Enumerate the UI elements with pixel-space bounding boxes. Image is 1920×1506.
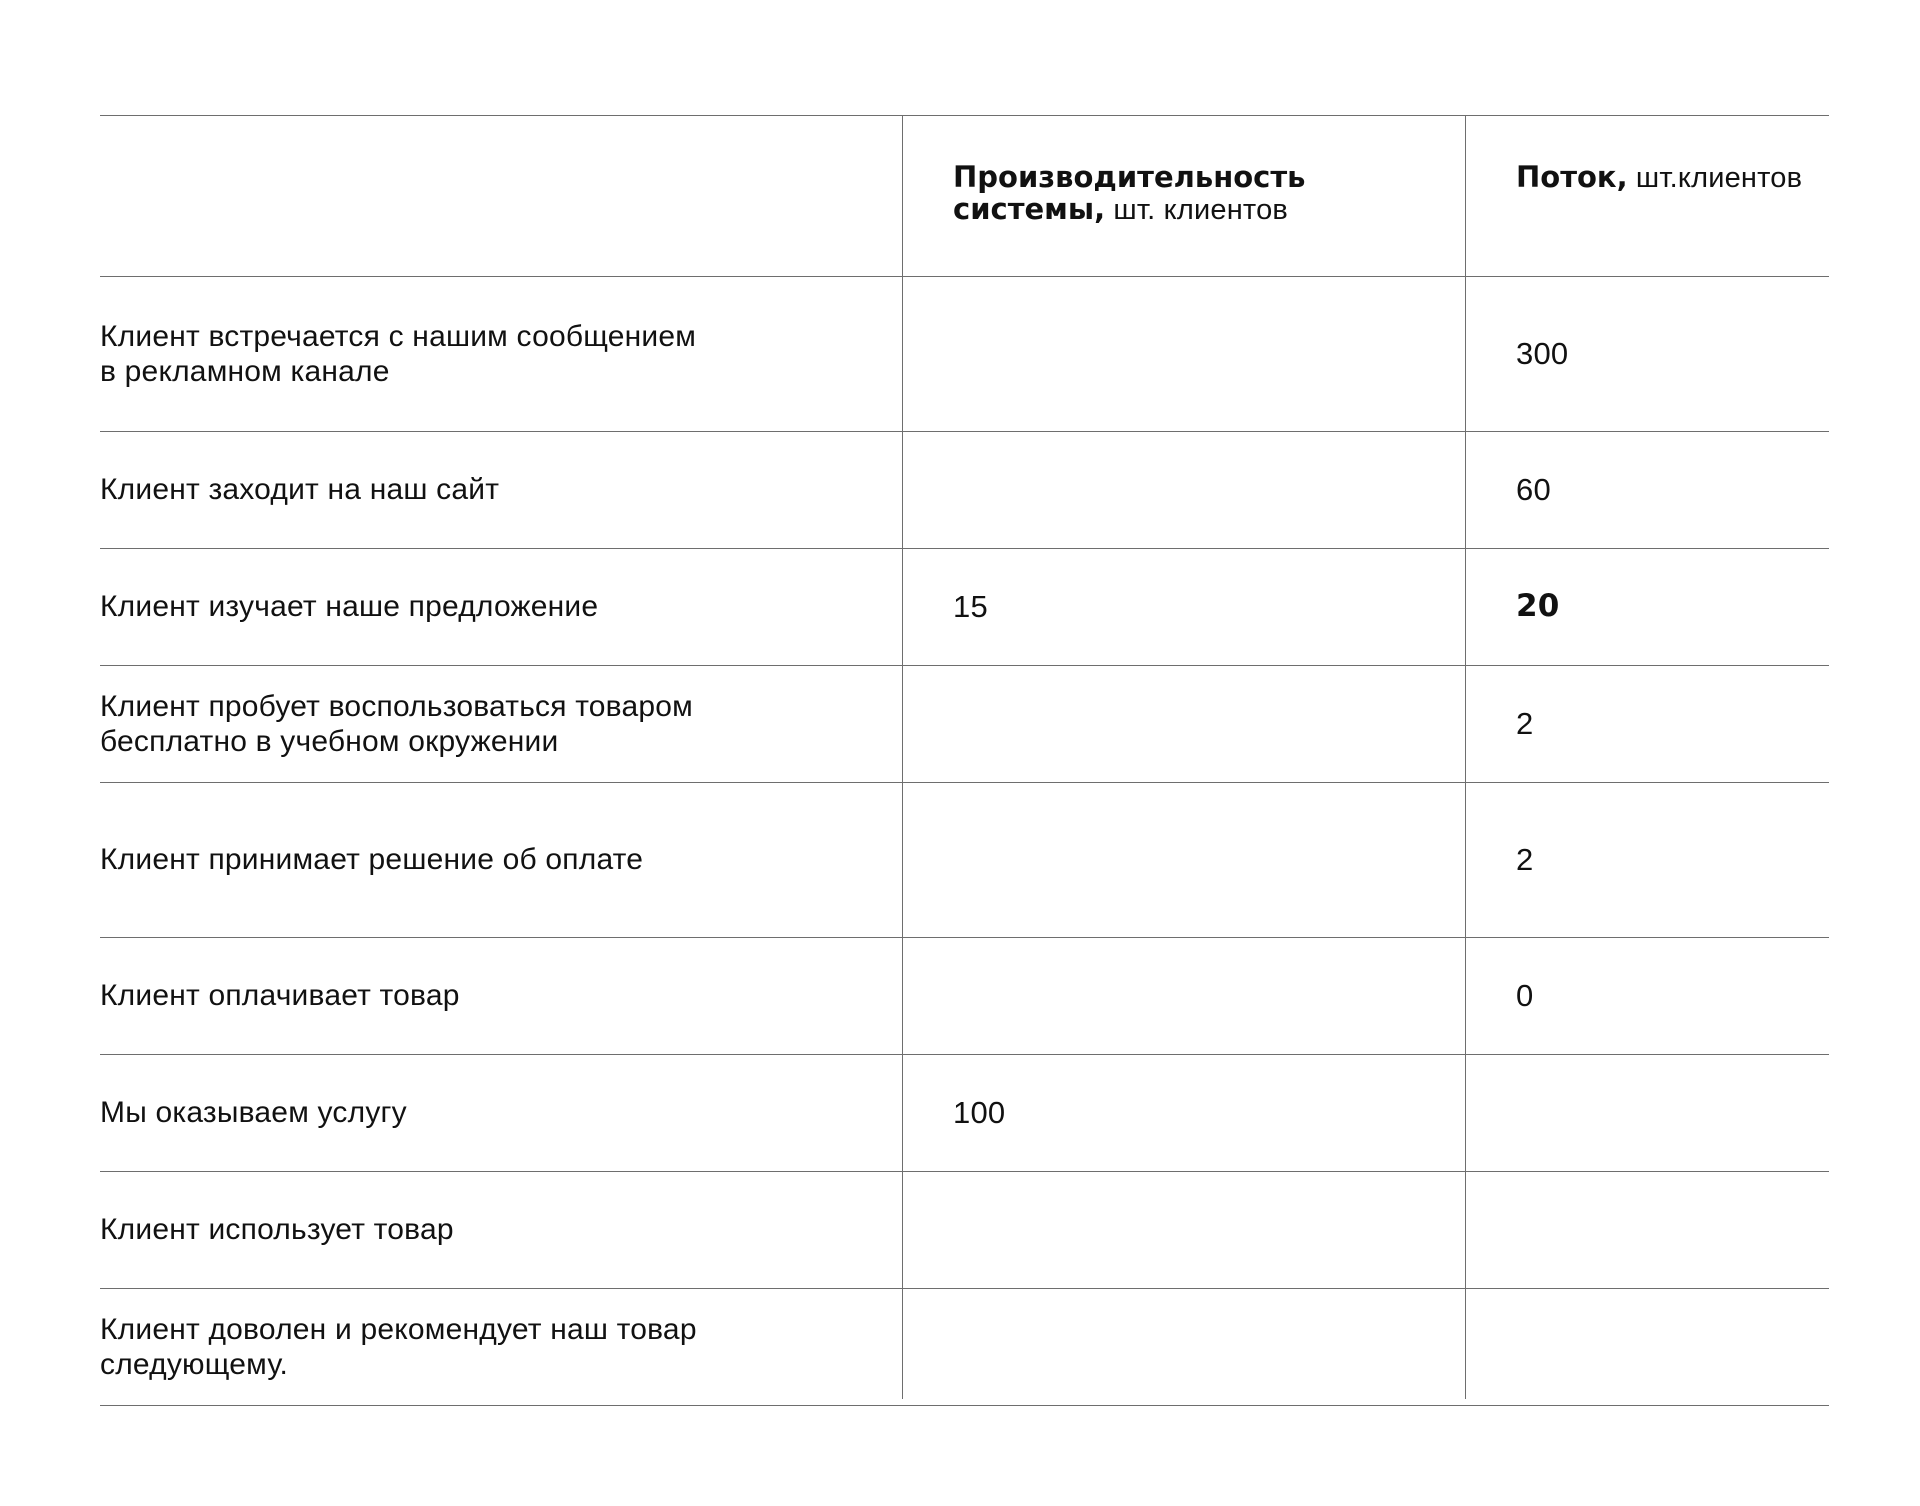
header-stage-cell xyxy=(100,115,860,276)
stage-text-line2: следующему. xyxy=(100,1347,289,1381)
capacity-cell xyxy=(953,431,1453,548)
stage-cell xyxy=(100,1054,860,1171)
capacity-cell xyxy=(953,782,1453,937)
stage-text-line1: Клиент оплачивает товар xyxy=(100,979,460,1012)
table-row xyxy=(100,1288,1829,1405)
header-flow-title: Поток, xyxy=(1516,160,1628,194)
header-flow-unit: шт.клиентов xyxy=(1627,162,1803,194)
stage-cell xyxy=(100,431,860,548)
capacity-cell xyxy=(953,276,1453,431)
table-row xyxy=(100,431,1829,548)
flow-cell xyxy=(1516,937,1829,1054)
capacity-cell xyxy=(953,1054,1453,1171)
flow-value: 0 xyxy=(1516,978,1534,1013)
stage-text-line1: Клиент изучает наше предложение xyxy=(100,590,599,623)
table-row xyxy=(100,937,1829,1054)
header-capacity-unit: шт. клиентов xyxy=(1105,194,1288,226)
stage-text-line1: Мы оказываем услугу xyxy=(100,1096,407,1129)
flow-cell xyxy=(1516,276,1829,431)
flow-cell xyxy=(1516,431,1829,548)
stage-text-line1: Клиент заходит на наш сайт xyxy=(100,473,500,506)
stage-cell xyxy=(100,665,860,782)
stage-text-line2: в рекламном канале xyxy=(100,354,390,388)
capacity-cell xyxy=(953,548,1453,665)
capacity-cell xyxy=(953,1171,1453,1288)
stage-text-line1: Клиент использует товар xyxy=(100,1213,454,1246)
stage-text-line2: бесплатно в учебном окружении xyxy=(100,724,559,758)
stage-cell xyxy=(100,782,860,937)
stage-cell xyxy=(100,548,860,665)
row-divider xyxy=(100,1405,1829,1406)
capacity-cell xyxy=(953,665,1453,782)
table-row xyxy=(100,1054,1829,1171)
table-row xyxy=(100,548,1829,665)
capacity-value: 100 xyxy=(953,1095,1006,1130)
stage-cell xyxy=(100,937,860,1054)
header-row xyxy=(100,115,1829,276)
table-row xyxy=(100,276,1829,431)
flow-value: 60 xyxy=(1516,472,1551,507)
table-row xyxy=(100,1171,1829,1288)
funnel-table xyxy=(100,115,1829,1399)
flow-cell xyxy=(1516,1054,1829,1171)
stage-cell xyxy=(100,1171,860,1288)
capacity-cell xyxy=(953,937,1453,1054)
flow-cell-highlight xyxy=(1516,548,1829,665)
flow-value: 2 xyxy=(1516,842,1534,877)
flow-value-bold: 20 xyxy=(1516,588,1560,624)
flow-cell xyxy=(1516,782,1829,937)
flow-cell xyxy=(1516,665,1829,782)
table-row xyxy=(100,782,1829,937)
stage-cell xyxy=(100,1288,860,1405)
stage-cell xyxy=(100,276,860,431)
flow-cell xyxy=(1516,1171,1829,1288)
stage-text-line1: Клиент пробует воспользоваться товаром xyxy=(100,689,693,723)
header-flow-cell xyxy=(1516,115,1829,276)
header-capacity-title-line1: Производительность xyxy=(953,160,1306,194)
flow-value: 2 xyxy=(1516,706,1534,741)
capacity-value: 15 xyxy=(953,589,988,624)
stage-text-line1: Клиент доволен и рекомендует наш товар xyxy=(100,1312,697,1346)
header-capacity-title-line2: системы, xyxy=(953,192,1106,226)
capacity-cell xyxy=(953,1288,1453,1405)
table-row xyxy=(100,665,1829,782)
flow-value: 300 xyxy=(1516,336,1569,371)
header-capacity-cell xyxy=(953,115,1453,276)
stage-text-line1: Клиент встречается с нашим сообщением xyxy=(100,319,697,353)
stage-text-line1: Клиент принимает решение об оплате xyxy=(100,843,644,876)
flow-cell xyxy=(1516,1288,1829,1405)
